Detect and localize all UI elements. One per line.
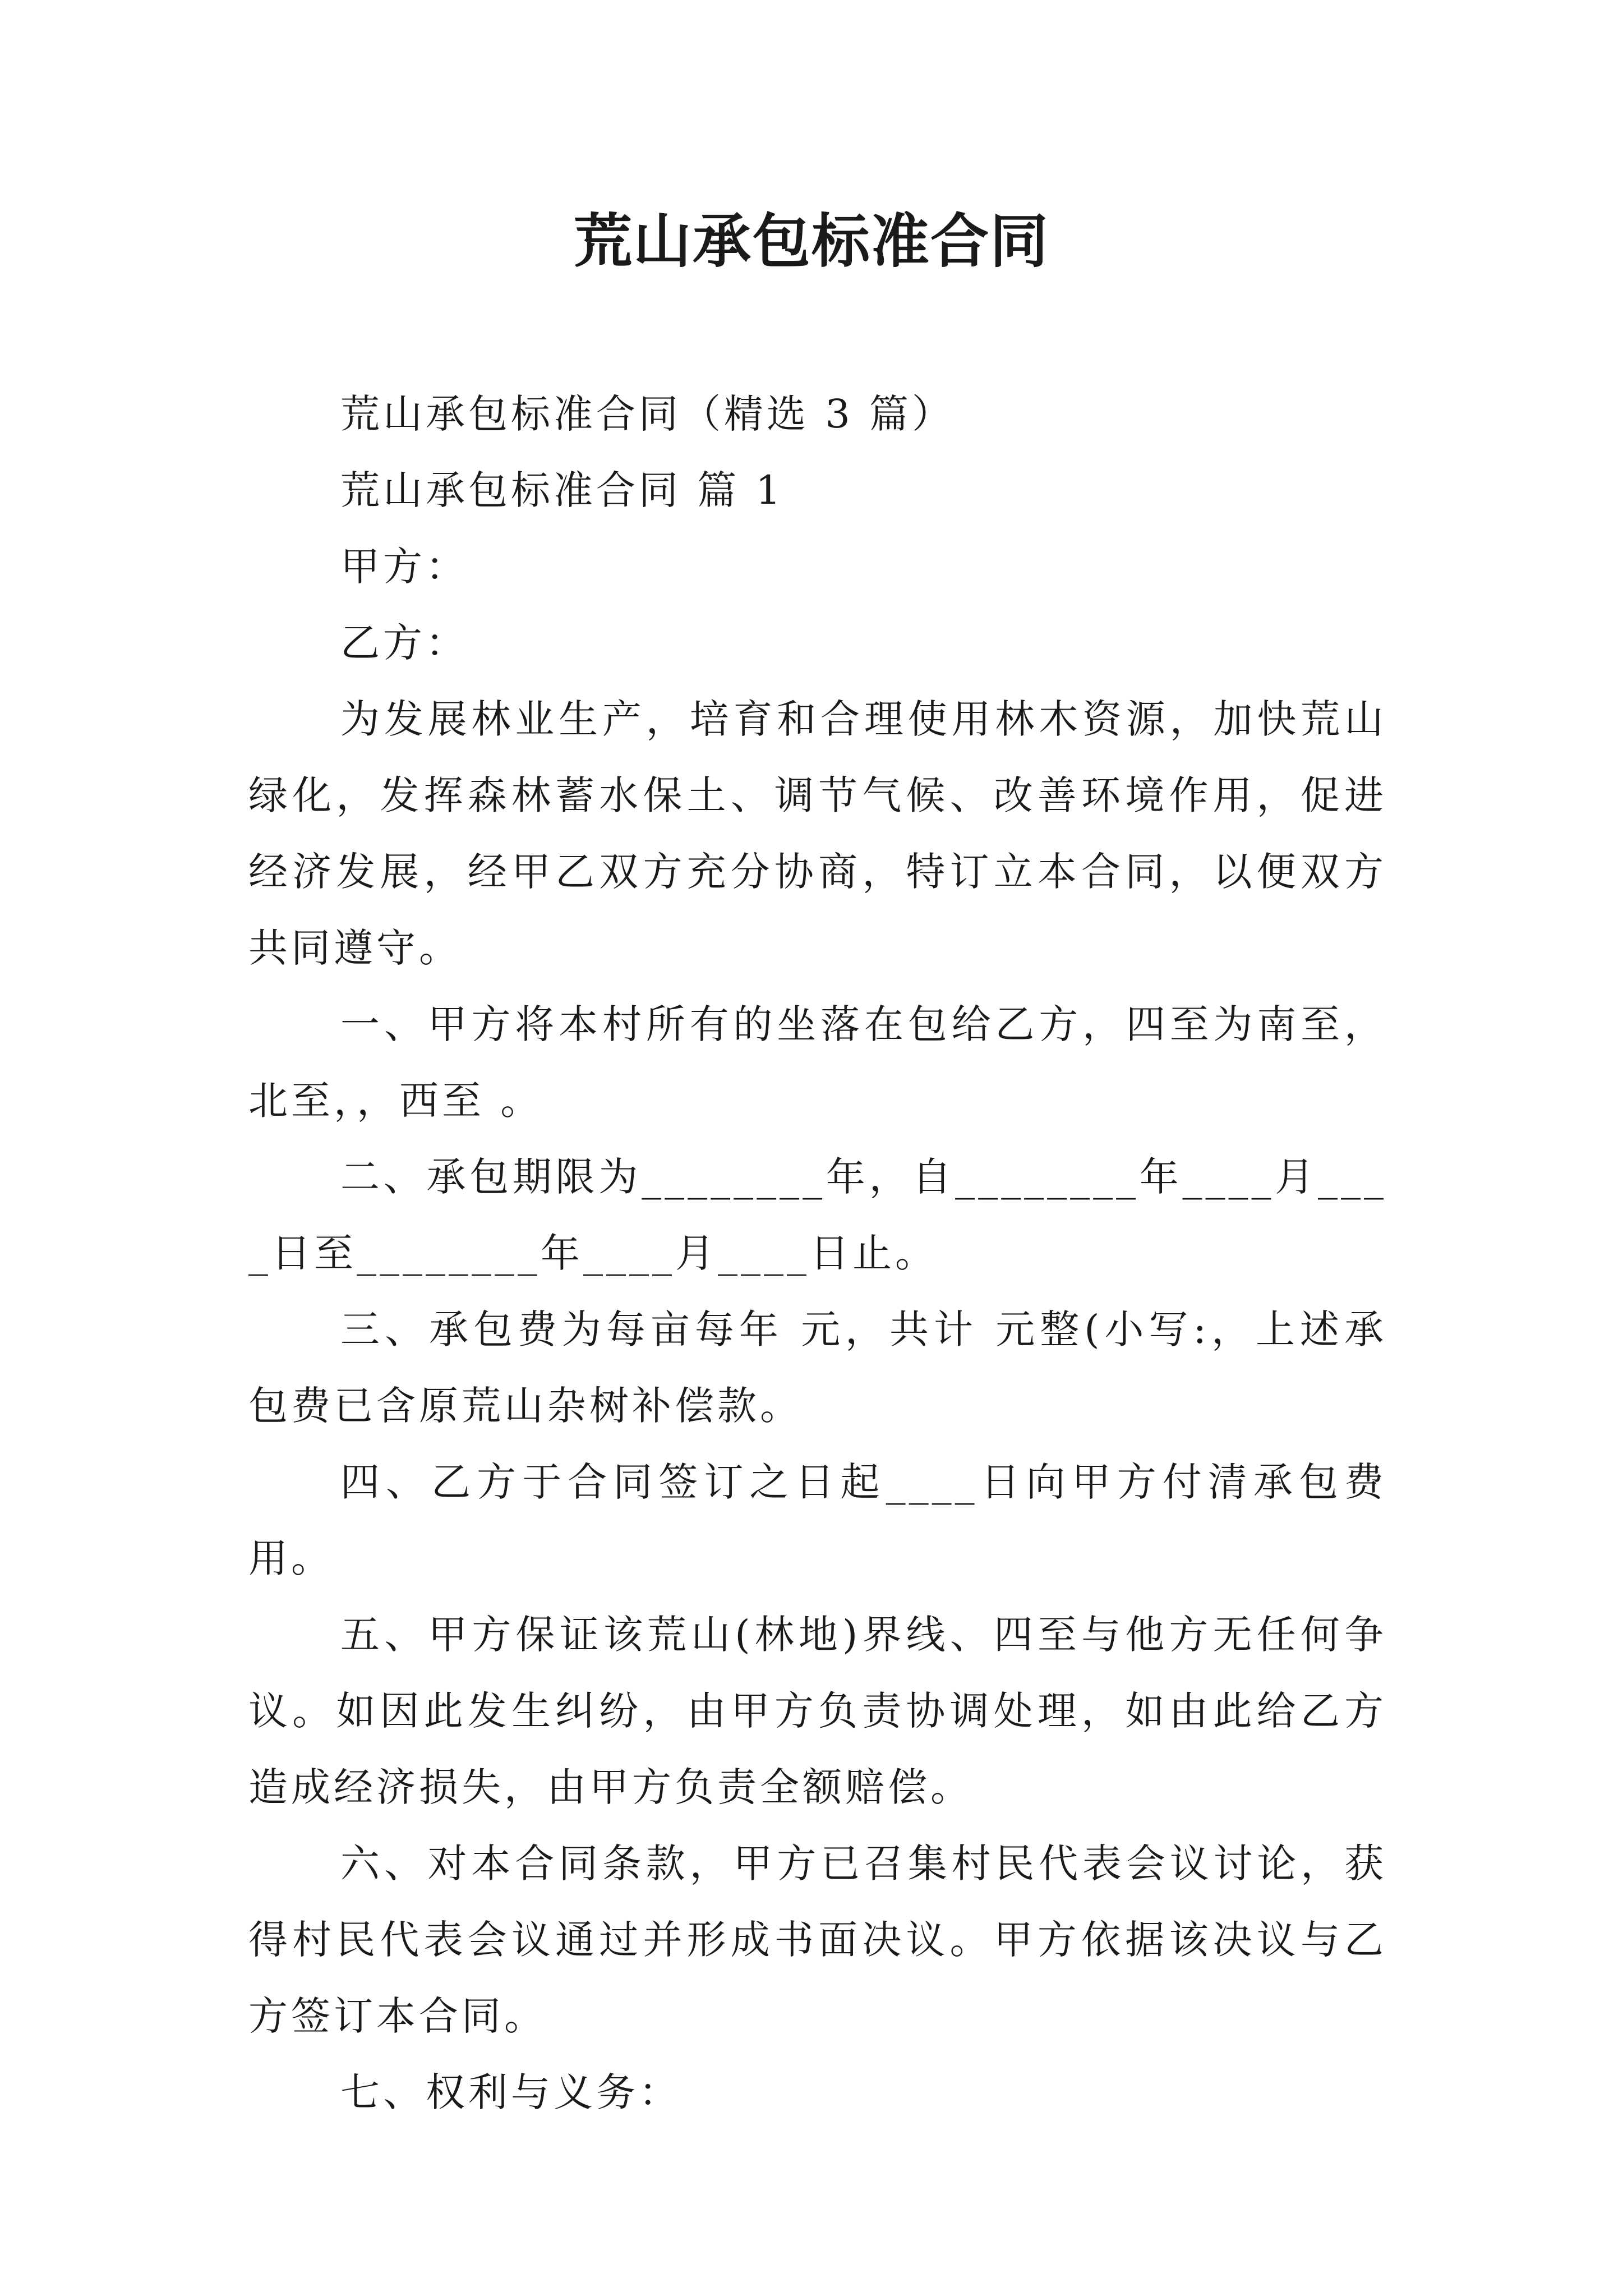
paragraph-preamble: 为发展林业生产，培育和合理使用林木资源，加快荒山绿化，发挥森林蓄水保土、调节气候、改善环境作用，促进经济发展，经甲乙双方充分协商，特订立本合同，以便双方共同遵守。	[248, 696, 1387, 971]
paragraph-clause-2: 二、承包期限为________年，自________年____月____日至________年____月____日止。	[248, 1154, 1387, 1276]
paragraph-party-a: 甲方：	[340, 544, 468, 590]
document-body	[248, 376, 1387, 2131]
paragraph-clause-7: 七、权利与义务：	[340, 2069, 681, 2115]
paragraph-section-heading: 荒山承包标准合同 篇 1	[340, 467, 785, 513]
document-title: 荒山承包标准合同	[573, 206, 1049, 275]
paragraph-party-b: 乙方：	[340, 620, 468, 666]
paragraph-clause-5: 五、甲方保证该荒山(林地)界线、四至与他方无任何争议。如因此发生纠纷，由甲方负责协调处理，如由此给乙方造成经济损失，由甲方负责全额赔偿。	[248, 1612, 1387, 1810]
paragraph-clause-4: 四、乙方于合同签订之日起____日向甲方付清承包费用。	[248, 1459, 1387, 1581]
paragraph-clause-1: 一、甲方将本村所有的坐落在包给乙方，四至为南至，北至，，西至 。	[248, 1001, 1387, 1124]
paragraph-subtitle: 荒山承包标准合同（精选 3 篇）	[340, 391, 955, 437]
paragraph-clause-3: 三、承包费为每亩每年 元，共计 元整(小写:，上述承包费已含原荒山杂树补偿款。	[248, 1306, 1387, 1429]
paragraph-clause-6: 六、对本合同条款，甲方已召集村民代表会议讨论，获得村民代表会议通过并形成书面决议。甲方依据该决议与乙方签订本合同。	[248, 1841, 1387, 2039]
